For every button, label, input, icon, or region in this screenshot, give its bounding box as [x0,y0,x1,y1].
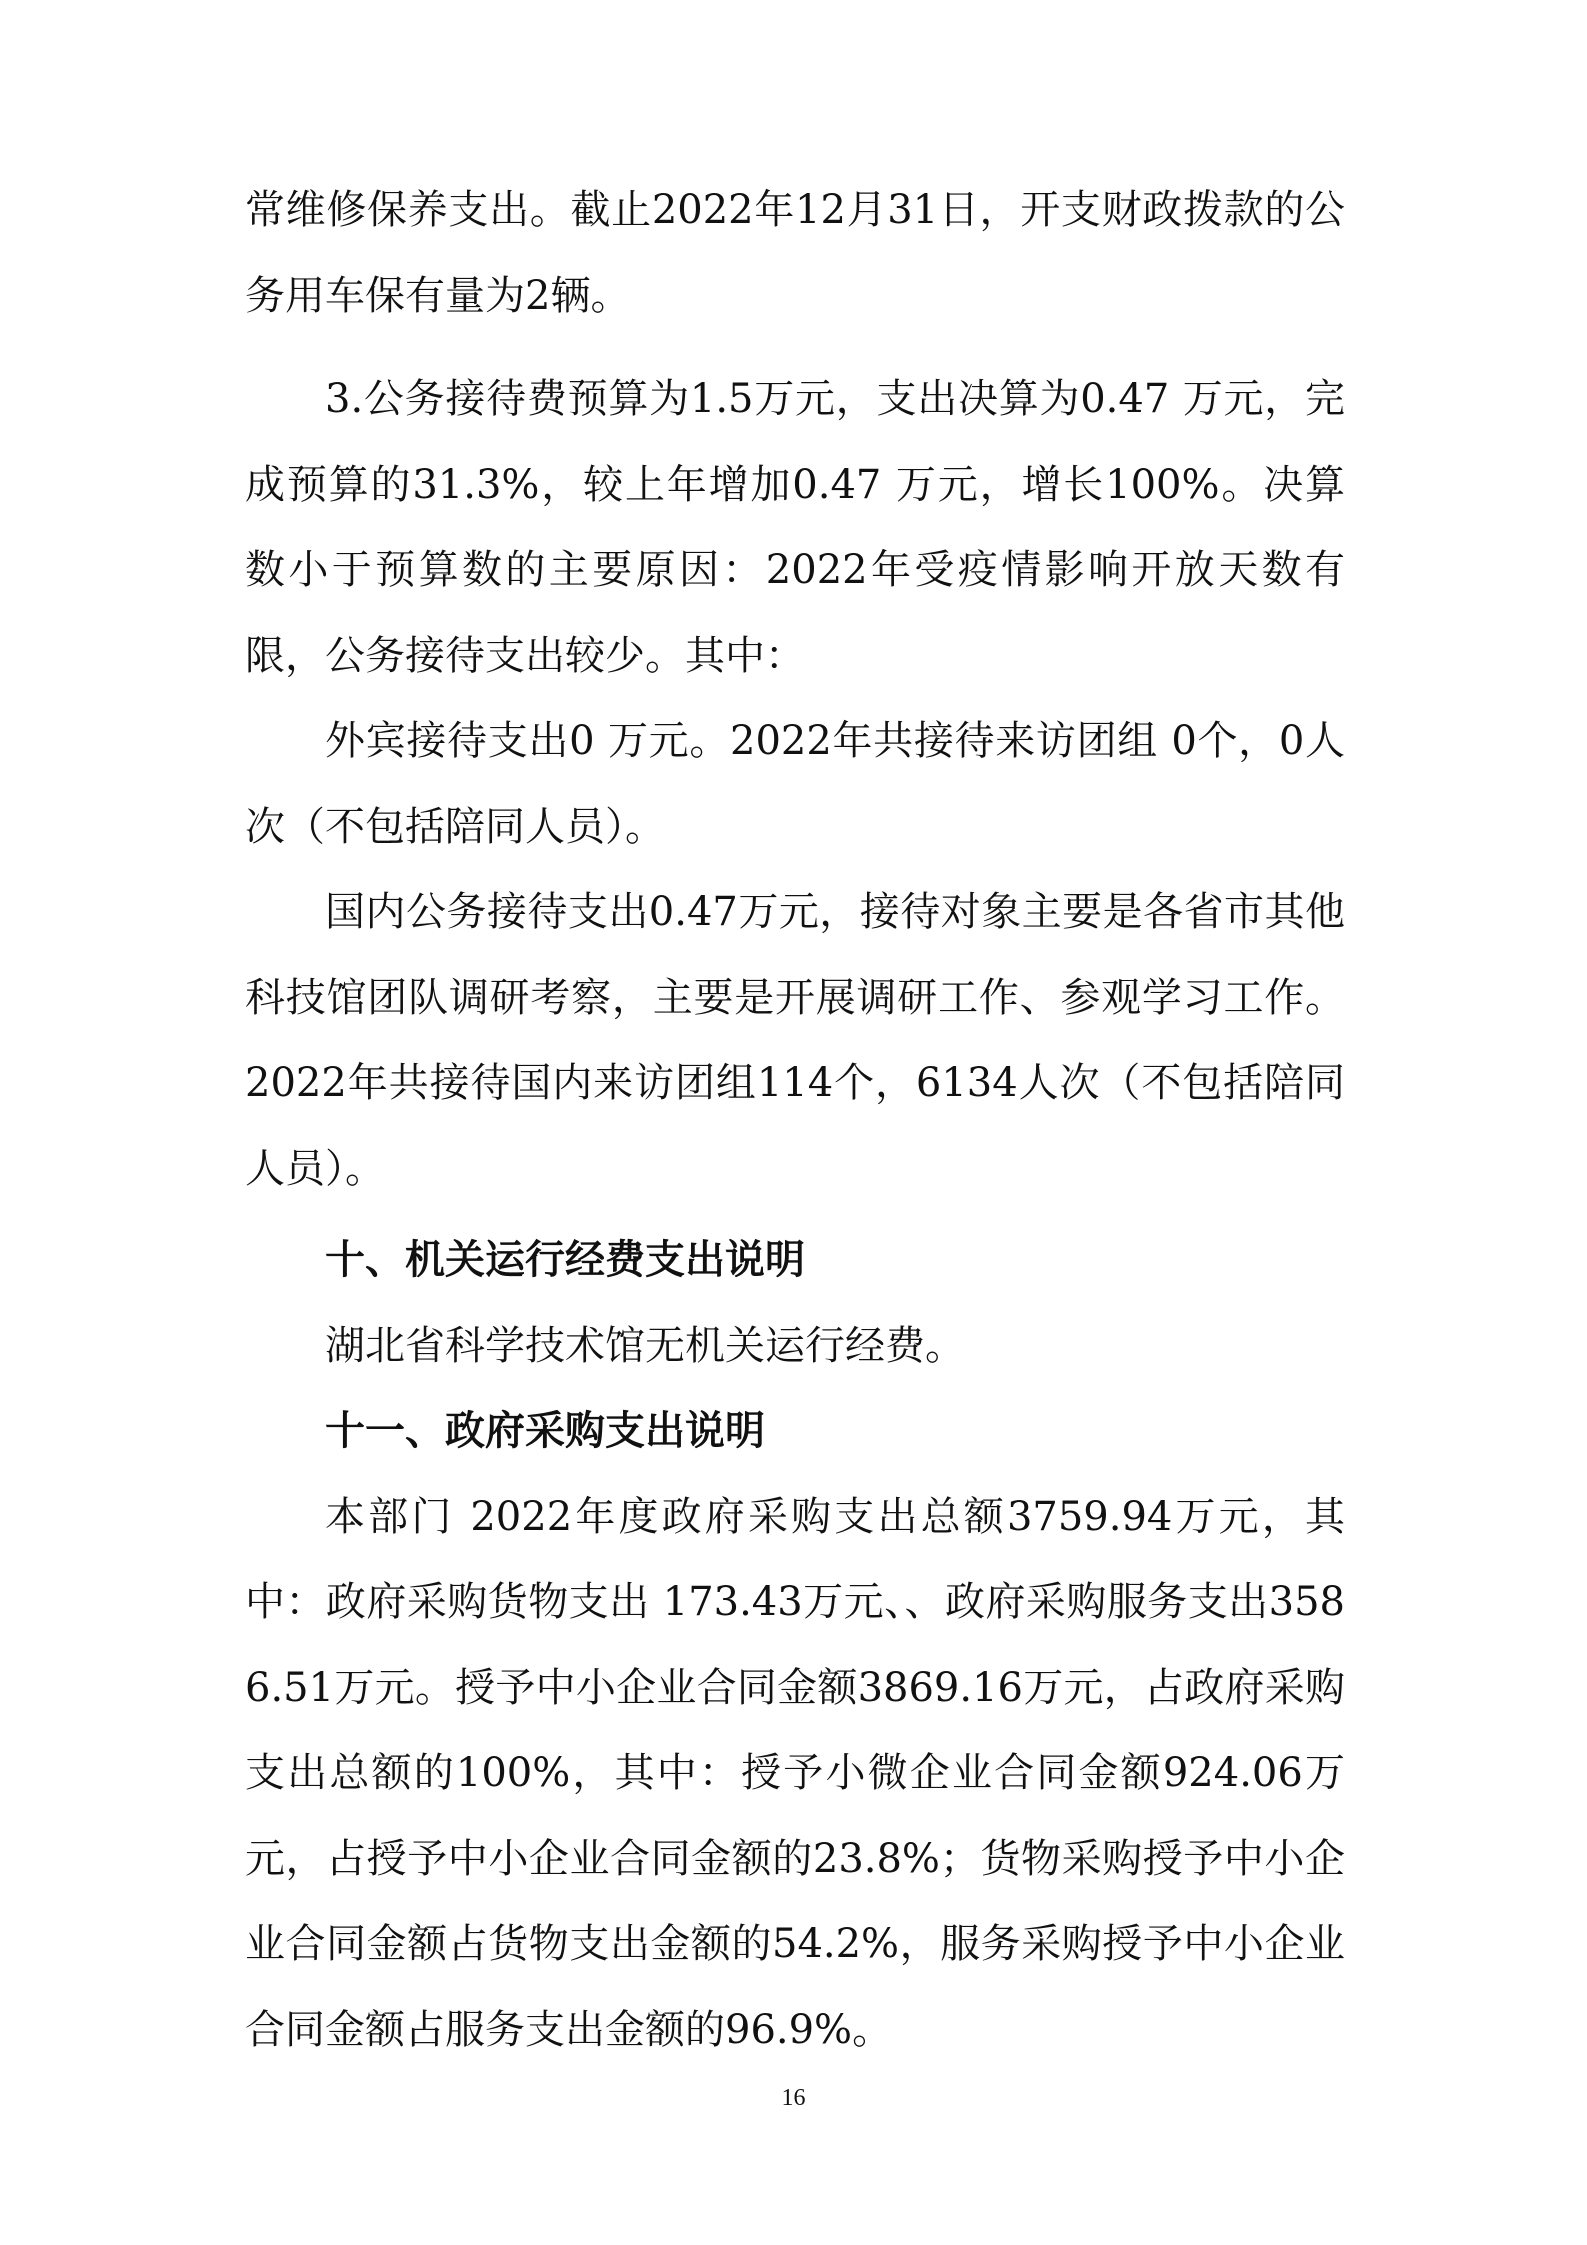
paragraph-operating-expenses: 湖北省科学技术馆无机关运行经费。 [325,1322,965,1369]
paragraph-reception-budget: 3.公务接待费预算为1.5万元，支出决算为0.47 万元，完成预算的31.3%，较上年增加0.47 万元，增长100%。决算数小于预算数的主要原因：2022年受疫情影响开放天数有限，公务接待支出较少。其中： [245,376,1345,679]
body-text [245,168,1345,2073]
page-number: 16 [781,2085,806,2111]
paragraph-foreign-reception: 外宾接待支出0 万元。2022年共接待来访团组 0个，0人次（不包括陪同人员）。 [245,718,1345,850]
paragraph-procurement: 本部门 2022年度政府采购支出总额3759.94万元，其中：政府采购货物支出 173.43万元、、政府采购服务支出3586.51万元。授予中小企业合同金额3869.16万元，占政府采购支出总额的100%，其中：授予小微企业合同金额924.06万元，占授予中小企业合同金额的23.8%；货物采购授予中小企业合同金额占货物支出金额的54.2%，服务采购授予中小企业合同金额占服务支出金额的96.9%。 [245,1493,1345,2053]
section-heading-operating-expenses: 十、机关运行经费支出说明 [325,1237,805,1283]
section-heading-procurement: 十一、政府采购支出说明 [325,1408,765,1454]
paragraph-domestic-reception: 国内公务接待支出0.47万元，接待对象主要是各省市其他科技馆团队调研考察，主要是开展调研工作、参观学习工作。2022年共接待国内来访团组114个，6134人次（不包括陪同人员）。 [245,889,1345,1192]
paragraph-vehicle-maintenance: 常维修保养支出。截止2022年12月31日，开支财政拨款的公务用车保有量为2辆。 [245,187,1345,319]
